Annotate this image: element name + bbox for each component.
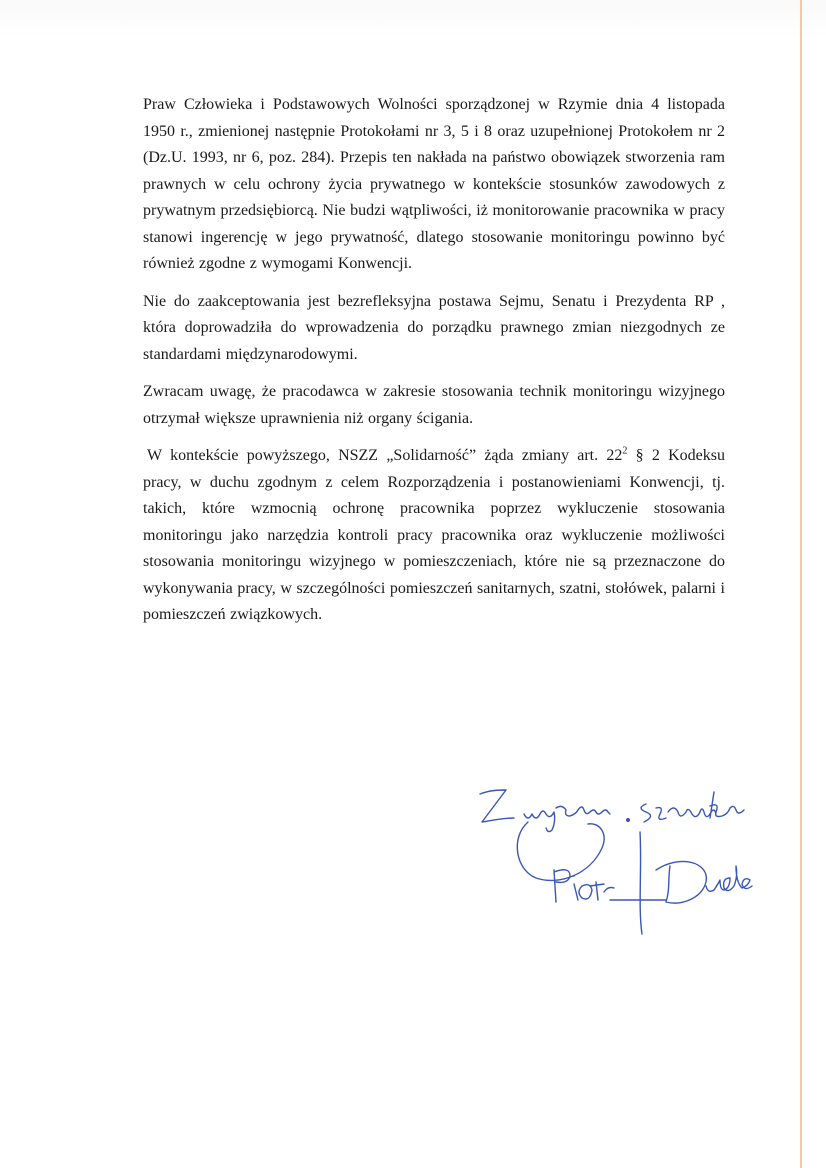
handwritten-signature <box>470 778 800 938</box>
signature-dot <box>627 819 630 822</box>
paragraph-convention: Praw Człowieka i Podstawowych Wolności sporządzonej w Rzymie dnia 4 listopada 1950 r., zmienionej następnie Protokołami nr 3, 5 i 8 oraz uzupełnionej Protokołem nr 2 (Dz.U. 1993, nr 6, poz. 284). Przepis ten nakłada na państwo obowiązek stworzenia ram prawnych w celu ochrony życia prywatnego w kontekście stosunków zawodowych z prywatnym przedsiębiorcą. Nie budzi wątpliwości, iż monitorowanie pracownika w pracy stanowi ingerencję w jego prywatność, dlatego stosowanie monitoringu powinno być również zgodne z wymogami Konwencji. <box>143 96 725 272</box>
demand-text-end: § 2 Kodeksu pracy, w duchu zgodnym z celem Rozporządzenia i postanowieniami Konwencji, tj. takich, które wzmocnią ochronę pracownika poprzez wykluczenie stosowania monitoringu jako narzędzia kontroli pracy pracownika oraz wykluczenie możliwości stosowania monitoringu wizyjnego w pomieszczeniach, które nie są przeznaczone do wykonywania pracy, w szczególności pomieszczeń sanitarnych, szatni, stołówek, palarni i pomieszczeń związkowych. <box>143 447 725 623</box>
page-edge-line <box>800 0 802 1168</box>
article-superscript: 2 <box>622 445 628 457</box>
signature-word-szacunku <box>641 792 744 822</box>
signature-name-piotr <box>554 870 614 902</box>
demand-text-start: W kontekście powyższego, NSZZ „Solidarność” żąda zmiany art. 22 <box>147 447 623 464</box>
letter-body <box>143 92 725 640</box>
signature-loop <box>517 822 604 880</box>
scan-shadow <box>0 0 826 40</box>
signature-vertical-stroke <box>640 832 642 934</box>
paragraph-demand <box>143 443 725 629</box>
paragraph-parliament: Nie do zaakceptowania jest bezrefleksyjna postawa Sejmu, Senatu i Prezydenta RP , która doprowadziła do wprowadzenia do porządku prawnego zmian niezgodnych ze standardami międzynarodowymi. <box>143 292 725 363</box>
paragraph-employer-powers: Zwracam uwagę, że pracodawca w zakresie stosowania technik monitoringu wizyjnego otrzymał większe uprawnienia niż organy ścigania. <box>143 383 725 427</box>
signature-word-wyrazami <box>524 806 610 831</box>
signature-letter-z <box>480 790 514 822</box>
signature-name-duda <box>656 861 752 903</box>
